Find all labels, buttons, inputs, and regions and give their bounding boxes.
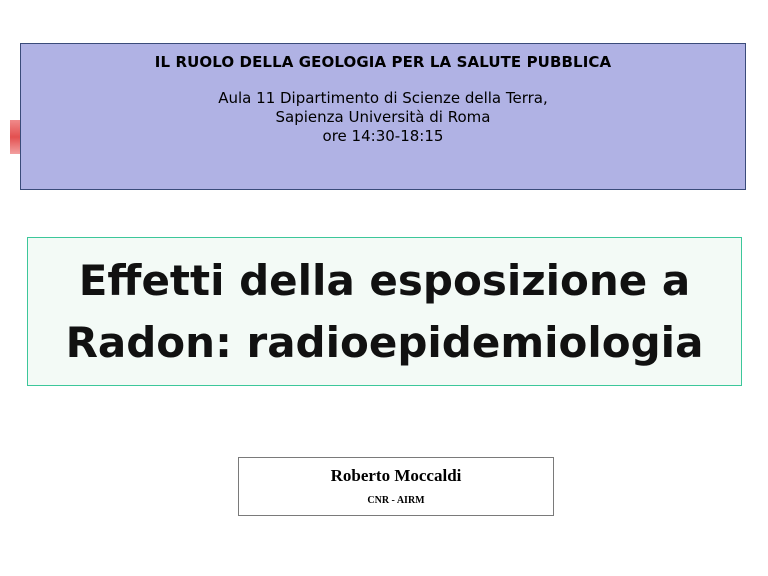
presentation-title-line-2: Radon: radioepidemiologia xyxy=(65,318,704,367)
event-time-line: ore 14:30-18:15 xyxy=(322,127,444,145)
presentation-title xyxy=(28,250,741,374)
presentation-title-box xyxy=(27,237,742,386)
event-details xyxy=(21,89,745,146)
author-name: Roberto Moccaldi xyxy=(330,466,462,485)
author-box xyxy=(238,457,554,516)
presentation-title-line-1: Effetti della esposizione a xyxy=(78,256,691,305)
event-title: IL RUOLO DELLA GEOLOGIA PER LA SALUTE PUBBLICA xyxy=(154,53,612,71)
author-affiliation: CNR - AIRM xyxy=(367,495,425,506)
event-venue-line: Aula 11 Dipartimento di Scienze della Terra, xyxy=(218,89,548,107)
event-info-box xyxy=(20,43,746,190)
event-institution-line: Sapienza Università di Roma xyxy=(275,108,491,126)
